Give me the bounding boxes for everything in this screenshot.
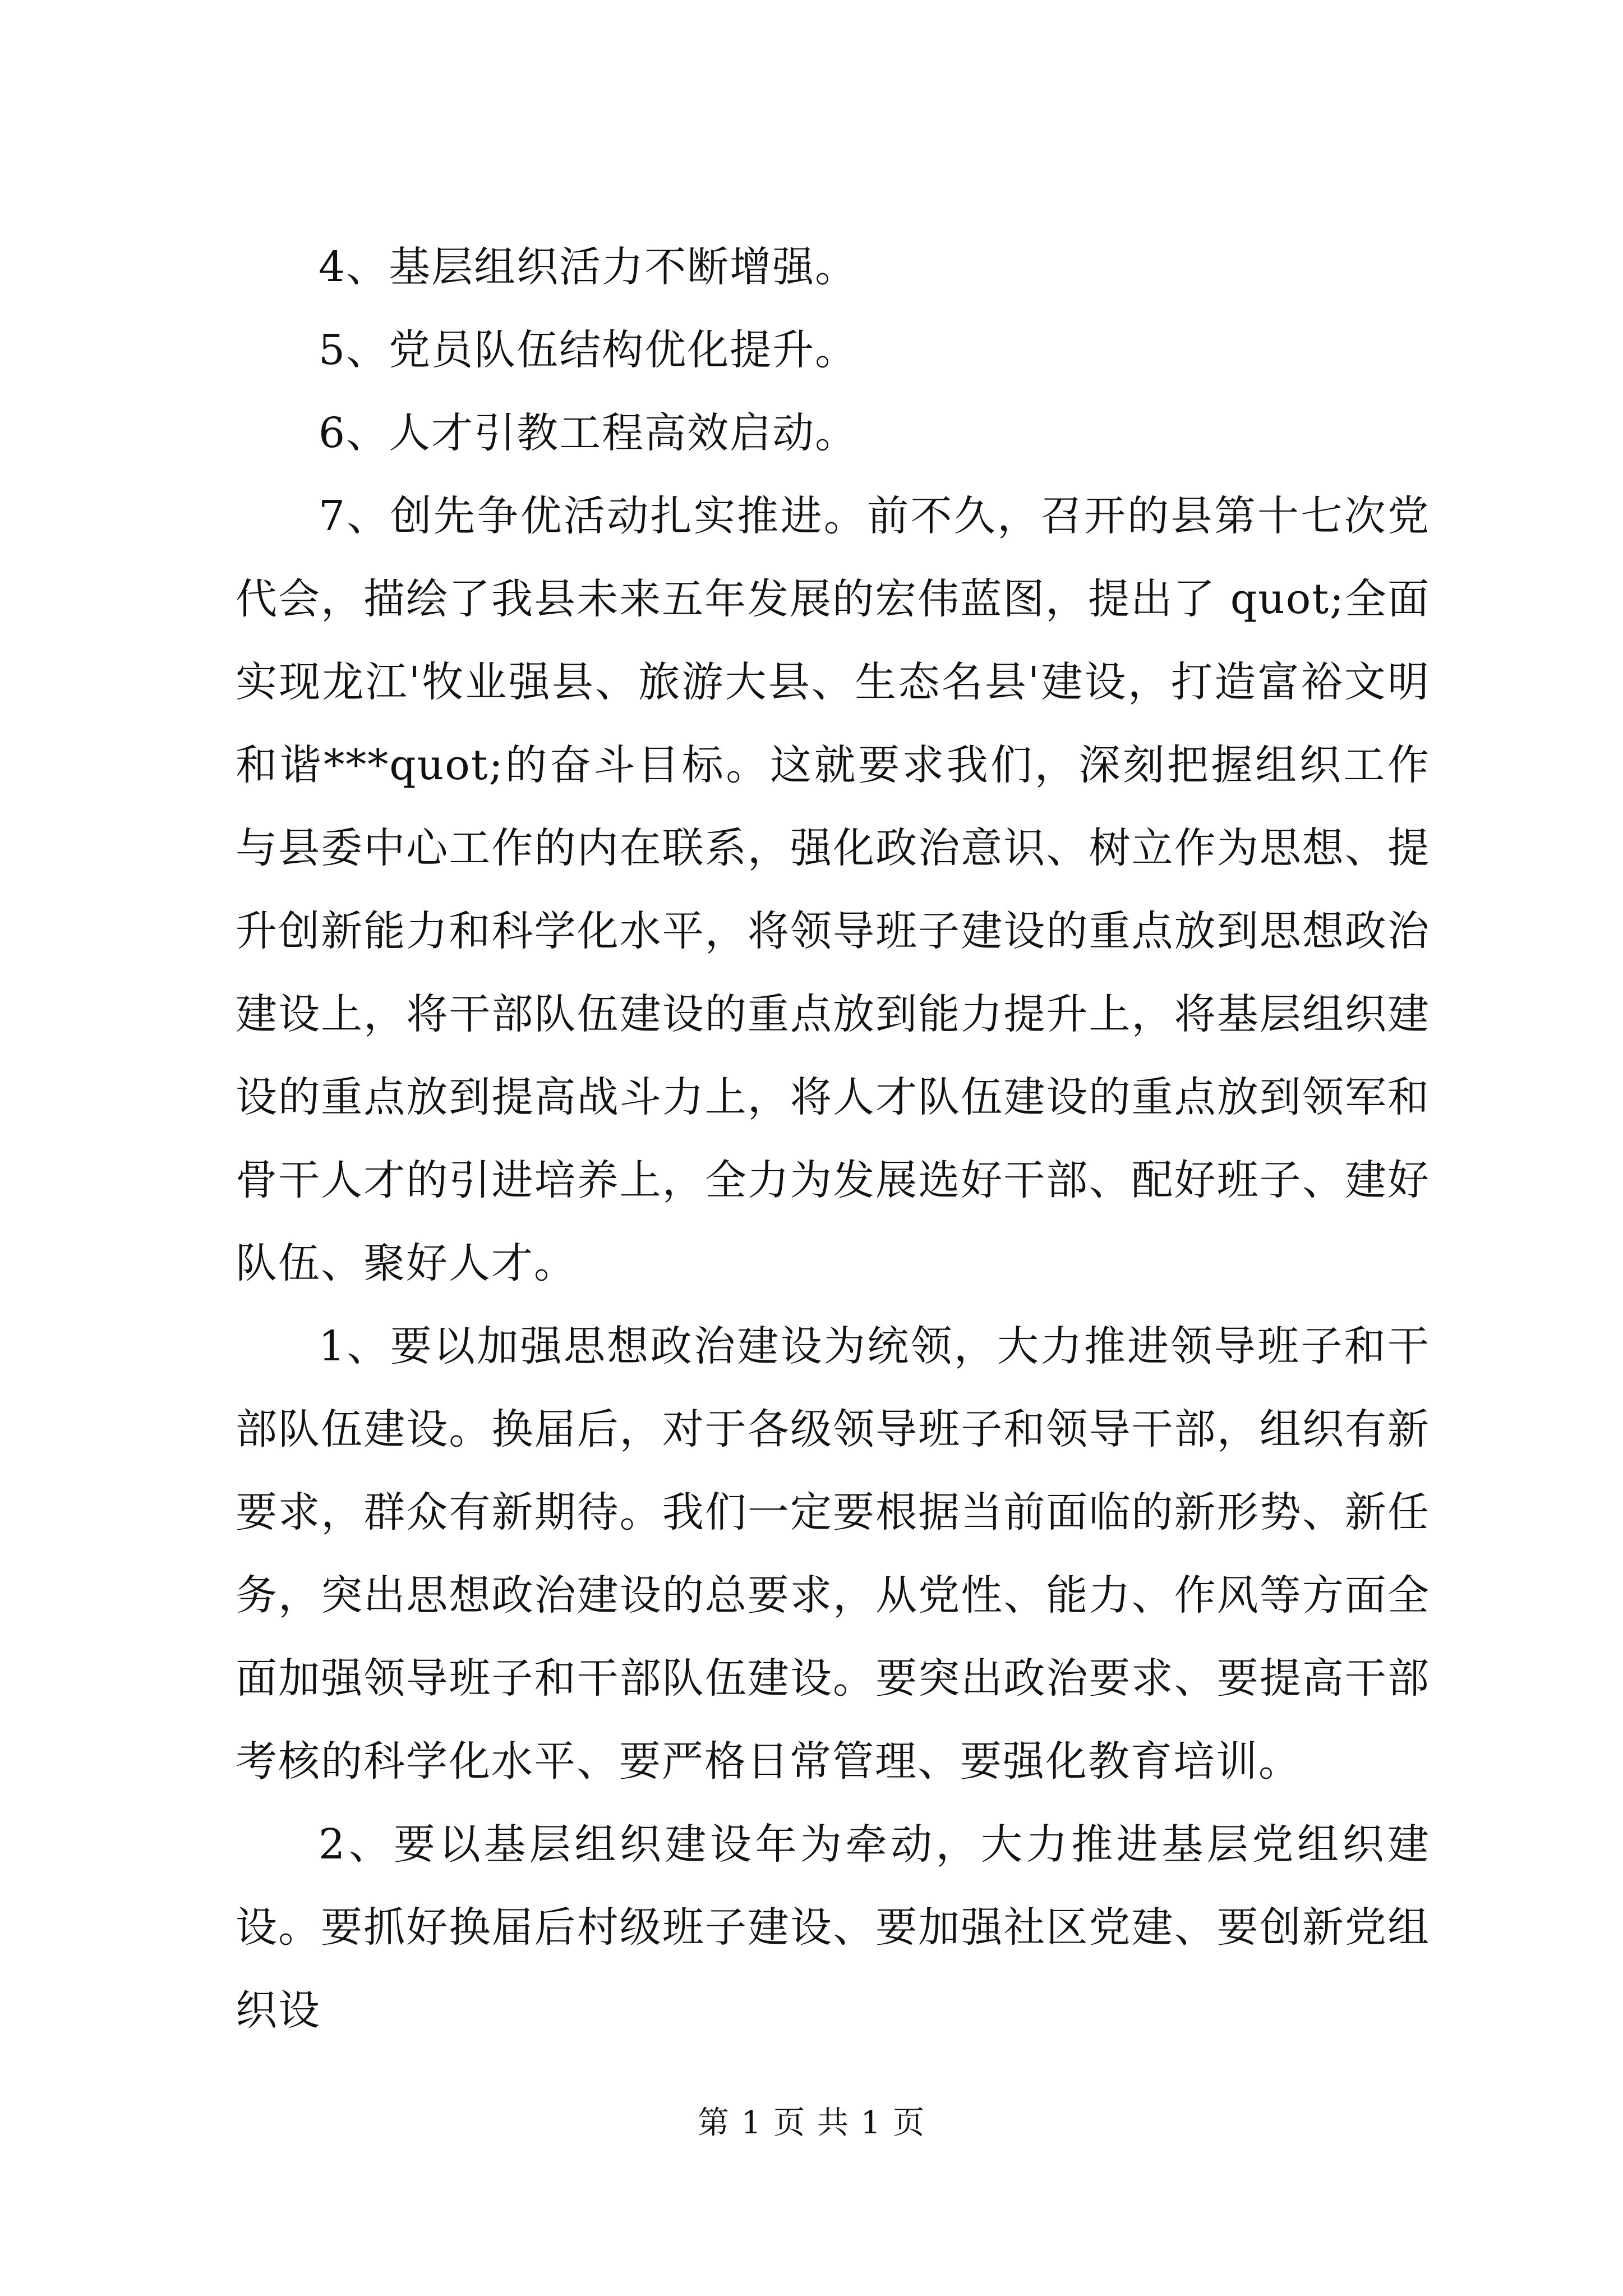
paragraph-measure-2: 2、要以基层组织建设年为牵动，大力推进基层党组织建设。要抓好换届后村级班子建设、要加强社区党建、要创新党组织设 bbox=[236, 1820, 1430, 2035]
paragraph-item-6: 6、人才引教工程高效启动。 bbox=[319, 409, 858, 457]
paragraph-item-5: 5、党员队伍结构优化提升。 bbox=[319, 326, 858, 374]
document-body bbox=[236, 226, 1430, 2052]
paragraph-item-4: 4、基层组织活力不断增强。 bbox=[319, 243, 858, 291]
paragraph-item-7: 7、创先争优活动扎实推进。前不久，召开的县第十七次党代会，描绘了我县未来五年发展的宏伟蓝图，提出了 quot;全面实现龙江'牧业强县、旅游大县、生态名县'建设，打造富裕文明和谐***quot;的奋斗目标。这就要求我们，深刻把握组织工作与县委中心工作的内在联系，强化政治意识、树立作为思想、提升创新能力和科学化水平，将领导班子建设的重点放到思想政治建设上，将干部队伍建设的重点放到能力提升上，将基层组织建设的重点放到提高战斗力上，将人才队伍建设的重点放到领军和骨干人才的引进培养上，全力为发展选好干部、配好班子、建好队伍、聚好人才。 bbox=[236, 492, 1430, 1287]
page-footer: 第 1 页 共 1 页 bbox=[697, 2105, 926, 2141]
paragraph-measure-1: 1、要以加强思想政治建设为统领，大力推进领导班子和干部队伍建设。换届后，对于各级领导班子和领导干部，组织有新要求，群众有新期待。我们一定要根据当前面临的新形势、新任务，突出思想政治建设的总要求，从党性、能力、作风等方面全面加强领导班子和干部队伍建设。要突出政治要求、要提高干部考核的科学化水平、要严格日常管理、要强化教育培训。 bbox=[236, 1322, 1430, 1786]
